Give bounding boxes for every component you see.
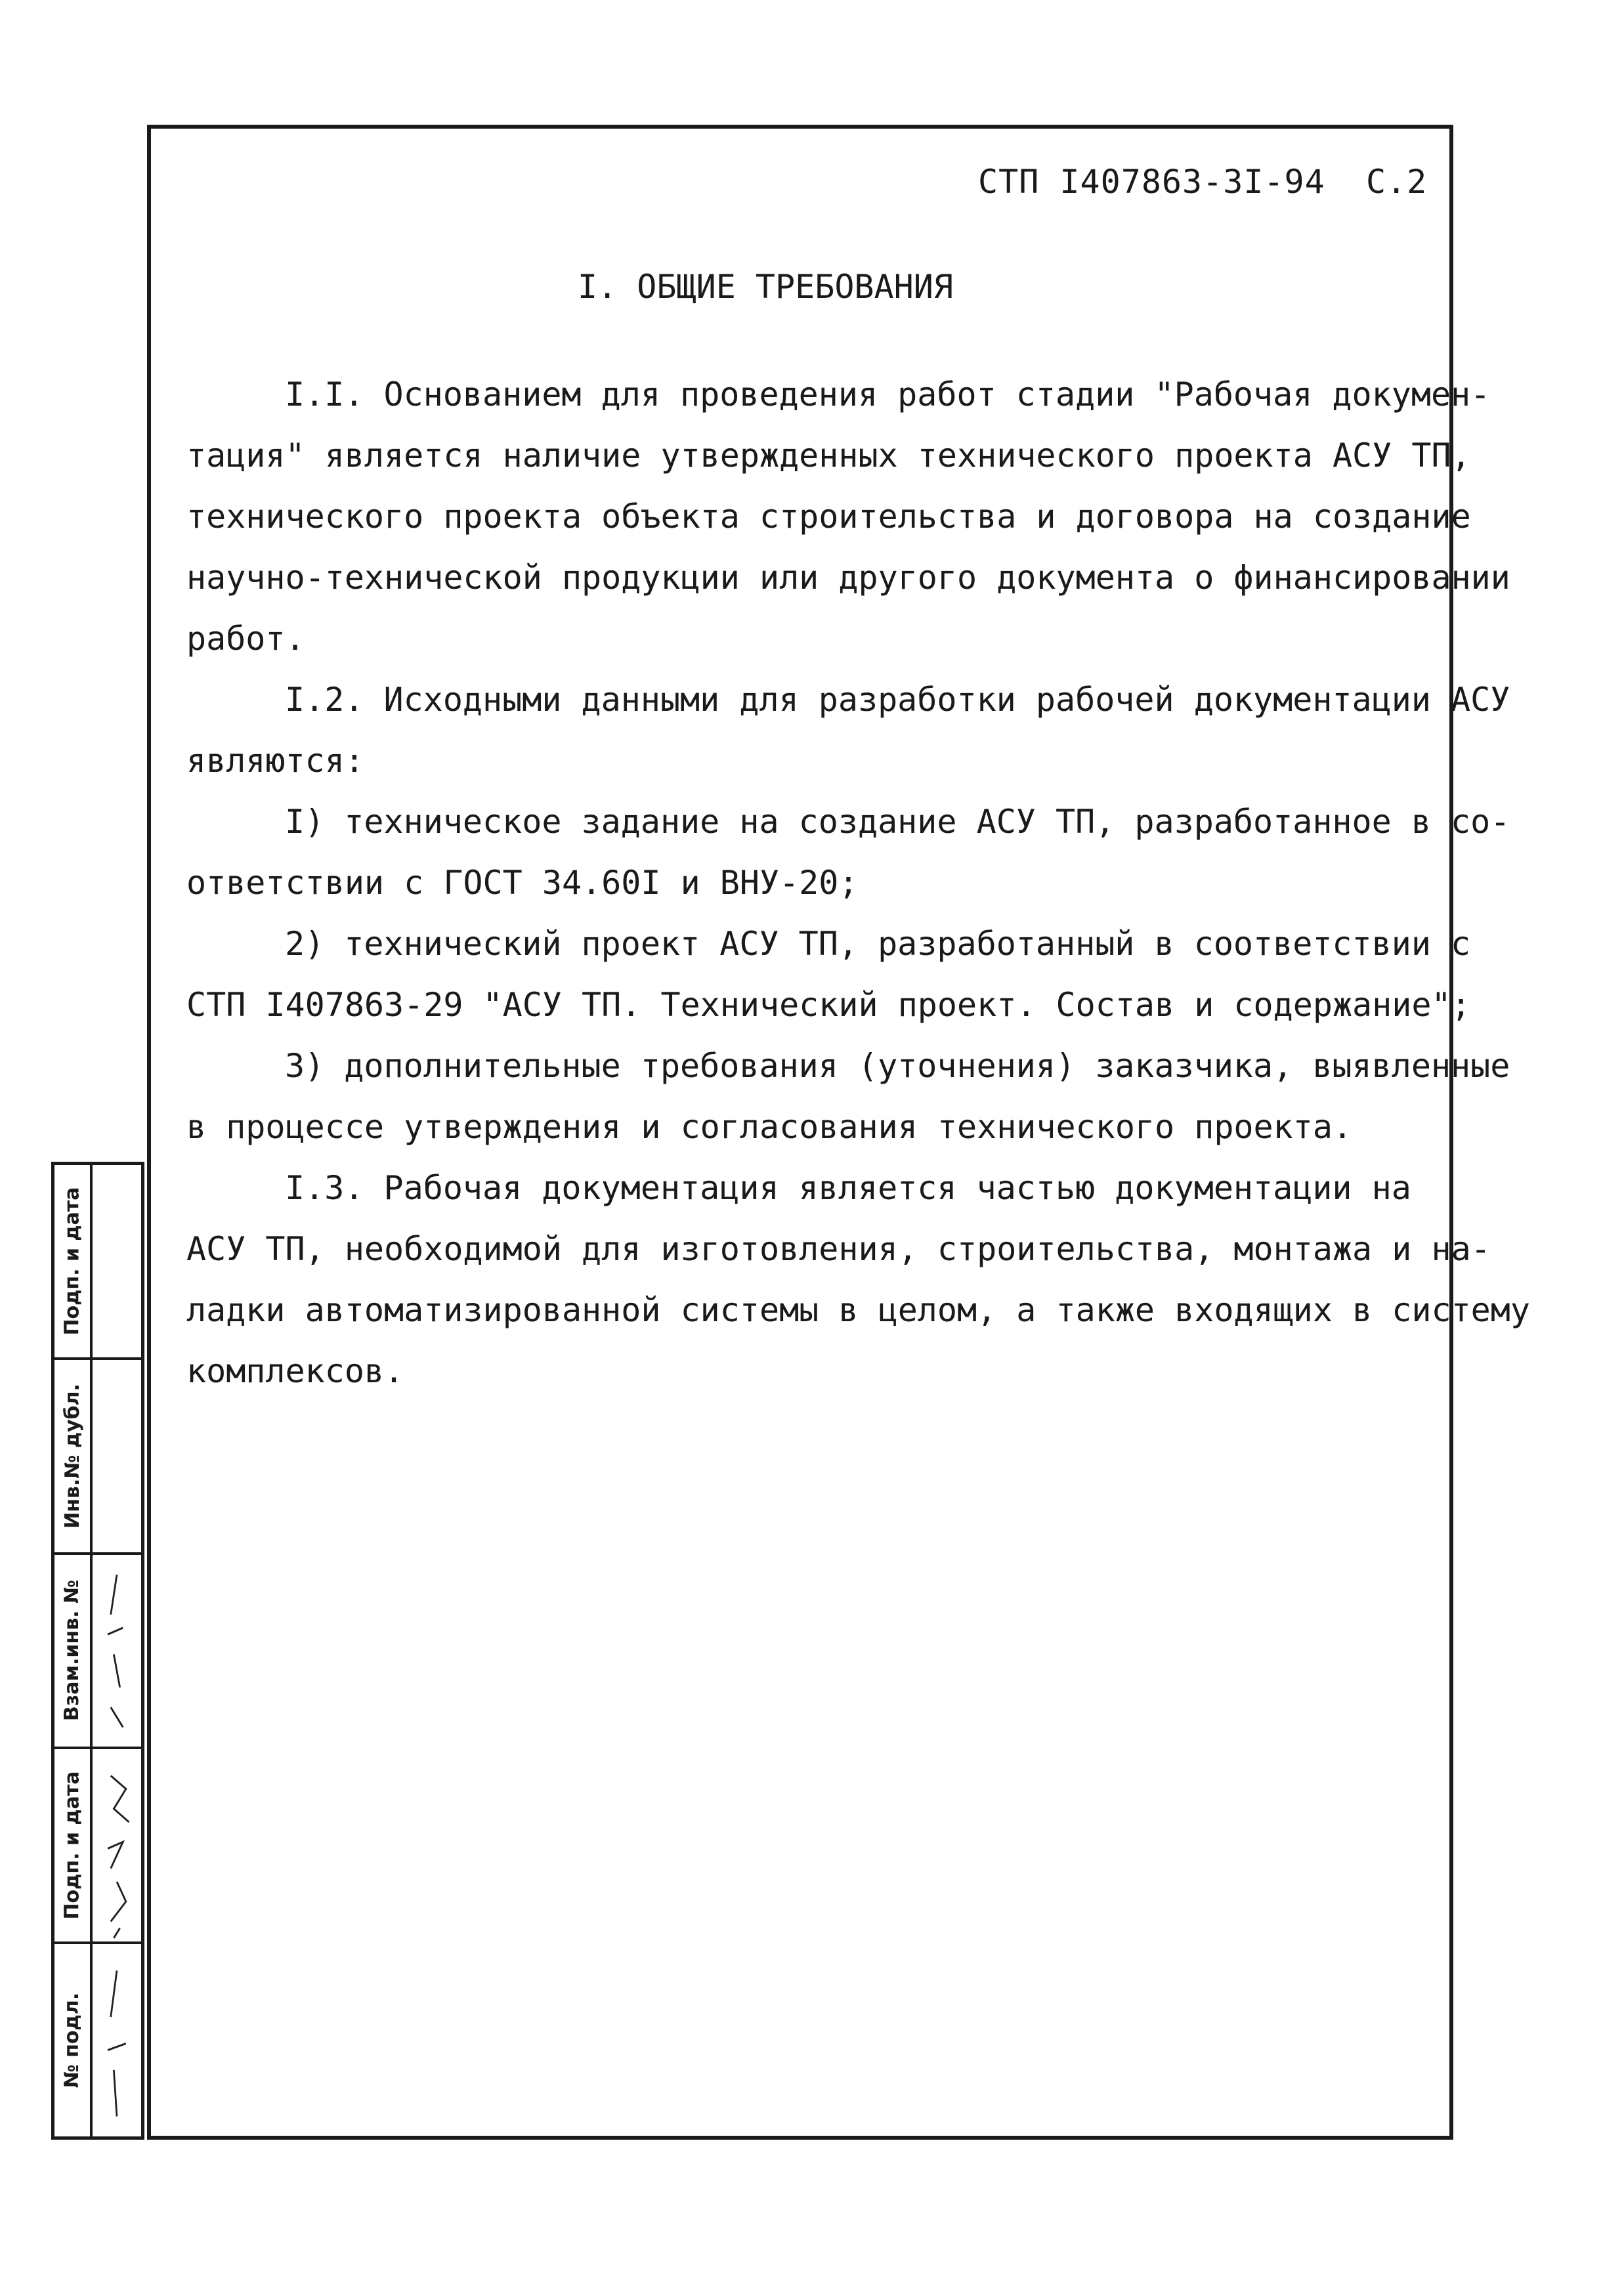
list-item-1 xyxy=(186,792,1510,914)
document-code xyxy=(978,163,1427,201)
paragraph-1-1 xyxy=(186,364,1510,669)
handwritten-mark xyxy=(93,1555,141,1747)
page-number: С.2 xyxy=(1365,163,1428,201)
stamp-label: № подл. xyxy=(54,1944,93,2136)
text-line: являются: xyxy=(186,742,364,780)
document-number: СТП I407863-3I-94 xyxy=(978,163,1325,201)
text-line: работ. xyxy=(186,620,305,658)
text-line: АСУ ТП, необходимой для изготовления, строительства, монтажа и на- xyxy=(186,1230,1491,1268)
text-line: комплексов. xyxy=(186,1352,404,1390)
stamp-label: Инв.№ дубл. xyxy=(54,1360,93,1552)
text-line: ладки автоматизированной системы в целом, а также входящих в систему xyxy=(186,1291,1530,1329)
section-title: I. ОБЩИЕ ТРЕБОВАНИЯ xyxy=(578,268,953,306)
handwritten-signature xyxy=(93,1749,141,1941)
stamp-label: Подп. и дата xyxy=(54,1165,93,1357)
text-line: научно-технической продукции или другого документа о финансировании xyxy=(186,559,1510,597)
stamp-value xyxy=(93,1360,141,1552)
text-line: тация" является наличие утвержденных технического проекта АСУ ТП, xyxy=(186,436,1471,475)
paragraph-1-2 xyxy=(186,669,1510,792)
text-line: 3) дополнительные требования (уточнения) заказчика, выявленные xyxy=(285,1047,1510,1085)
stamp-label: Взам.инв. № xyxy=(54,1555,93,1747)
text-line: I.I. Основанием для проведения работ стадии "Рабочая докумен- xyxy=(285,375,1491,414)
stamp-cell-duplicate-number xyxy=(54,1357,141,1552)
stamp-cell-signature-date-2 xyxy=(54,1747,141,1941)
stamp-value xyxy=(93,1165,141,1357)
text-line: ответствии с ГОСТ 34.60I и ВНУ-20; xyxy=(186,864,859,902)
stamp-table xyxy=(51,1162,144,2140)
stamp-value xyxy=(93,1555,141,1747)
text-line: 2) технический проект АСУ ТП, разработанный в соответствии с xyxy=(285,925,1471,963)
list-item-2 xyxy=(186,914,1471,1036)
list-item-3 xyxy=(186,1036,1510,1158)
stamp-value xyxy=(93,1749,141,1941)
text-line: I.3. Рабочая документация является частью документации на xyxy=(285,1169,1411,1207)
stamp-cell-signature-date-1 xyxy=(54,1165,141,1357)
stamp-cell-original-number xyxy=(54,1941,141,2136)
text-line: технического проекта объекта строительства и договора на создание xyxy=(186,498,1471,536)
handwritten-mark xyxy=(93,1944,141,2136)
stamp-value xyxy=(93,1944,141,2136)
text-line: в процессе утверждения и согласования технического проекта. xyxy=(186,1108,1353,1146)
text-line: I.2. Исходными данными для разработки рабочей документации АСУ xyxy=(285,681,1510,719)
text-line: I) техническое задание на создание АСУ ТП, разработанное в со- xyxy=(285,803,1510,841)
text-line: СТП I407863-29 "АСУ ТП. Технический проект. Состав и содержание"; xyxy=(186,986,1471,1024)
stamp-label: Подп. и дата xyxy=(54,1749,93,1941)
stamp-cell-replacement-number xyxy=(54,1552,141,1747)
paragraph-1-3 xyxy=(186,1158,1530,1402)
